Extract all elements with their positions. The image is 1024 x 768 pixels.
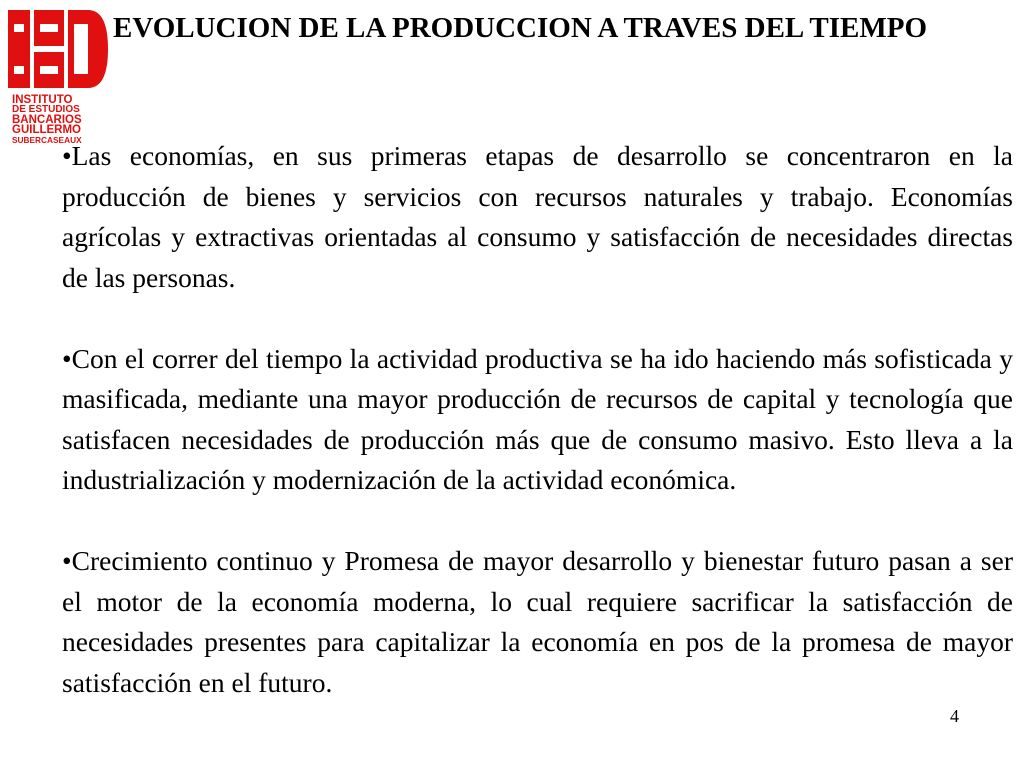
logo-line-5: SUBERCASEAUX: [12, 135, 82, 145]
bullet-paragraph-2: •Con el correr del tiempo la actividad productiva se ha ido haciendo más sofisticada y masificada, mediante una mayor producción de recursos de capital y tecnología que satisfacen necesidades de producción más que de consumo masivo. Esto lleva a la industrialización y modernización de la actividad económica.: [62, 342, 1013, 495]
ieb-logo-icon: [8, 10, 108, 90]
bullet-paragraph-1: •Las economías, en sus primeras etapas de desarrollo se concentraron en la producción de bienes y servicios con recursos naturales y trabajo. Economías agrícolas y extractivas orientadas al consumo y satisfacción de necesidades directas de las personas.: [62, 140, 1013, 293]
logo-line-3: BANCARIOS: [12, 114, 82, 126]
logo-line-4: GUILLERMO: [12, 124, 81, 136]
slide-number: 4: [950, 706, 959, 726]
bullet-paragraph-3: •Crecimiento continuo y Promesa de mayor desarrollo y bienestar futuro pasan a ser el motor de la economía moderna, lo cual requiere sacrificar la satisfacción de necesidades presentes para capitalizar la economía en pos de la promesa de mayor satisfacción en el futuro.: [62, 545, 1013, 698]
logo-line-2: DE ESTUDIOS: [12, 104, 80, 115]
logo-line-1: INSTITUTO: [12, 94, 73, 106]
slide-title: EVOLUCION DE LA PRODUCCION A TRAVES DEL TIEMPO: [113, 12, 928, 44]
slide-body: [62, 136, 1013, 703]
